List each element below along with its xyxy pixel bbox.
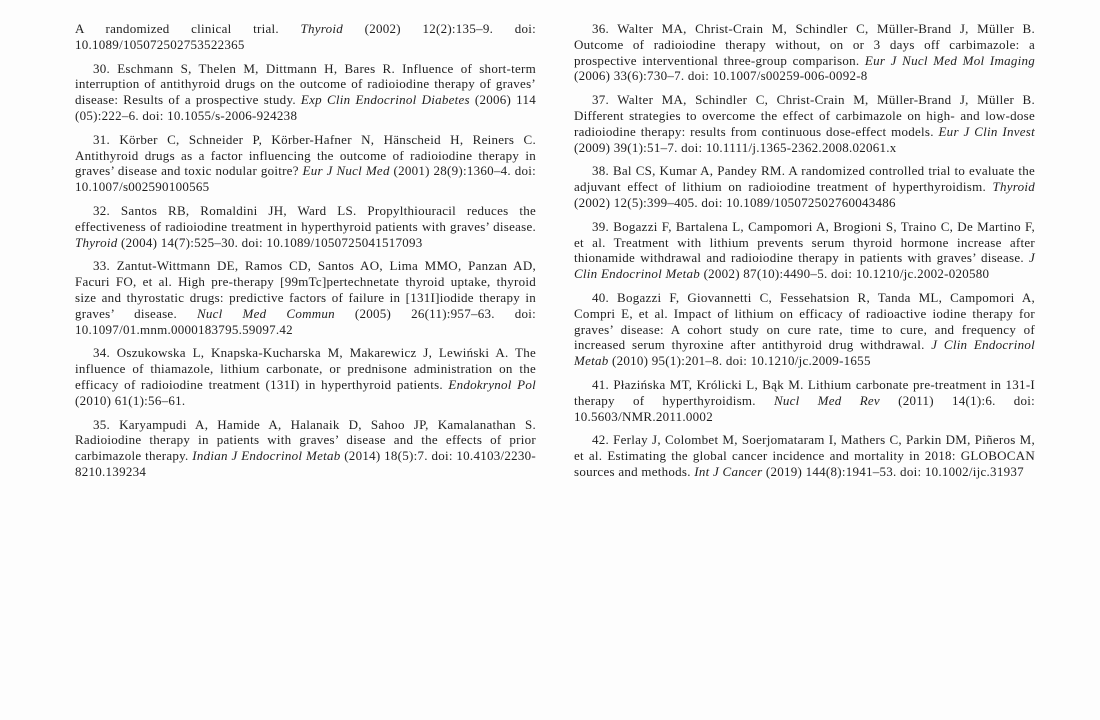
reference-text: Oszukowska L, Knapska-Kucharska M, Makarewicz J, Lewiński A. The influence of thiamazole, lithium carbonate, or prednisone administration on the efficacy of radioiodine treatment (131I) in hyperthyroid patients. <box>75 345 536 392</box>
reference-text: Karyampudi A, Hamide A, Halanaik D, Sahoo JP, Kamalanathan S. Radioiodine therapy in patients with graves’ disease and the effects of prior carbimazole therapy. <box>75 416 536 464</box>
reference-text: Bogazzi F, Bartalena L, Campomori A, Brogioni S, Traino C, De Martino F, et al. Treatment with lithium prevents serum thyroid hormone increase after thionamide withdrawal and radioiodine therapy in patients with graves’ disease. <box>574 218 1035 266</box>
reference-text: Bogazzi F, Giovannetti C, Fessehatsion R, Tanda ML, Campomori A, Compri E, et al. Impact of lithium on efficacy of radioactive iodine therapy for graves’ disease: A cohort study on cure rate, time to cure, and frequency of increased serum thyroxine after antithyroid drug withdrawal. <box>574 289 1035 353</box>
reference-text: Zantut-Wittmann DE, Ramos CD, Santos AO, Lima MMO, Panzan AD, Facuri FO, et al. High pre-therapy [99mTc]pertechnetate thyroid uptake, thyroid size and thyrostatic drugs: predictive factors of failure in [131I]iodide therapy in graves’ disease. <box>75 258 536 321</box>
reference-text: (2011) 14(1):6. doi: 10.5603/NMR.2011.0002 <box>574 392 1035 424</box>
reference-text: (2009) 39(1):51–7. doi: 10.1111/j.1365-2362.2008.02061.x <box>574 139 897 155</box>
reference-32 <box>75 203 536 250</box>
journal-name: Nucl Med Rev <box>773 392 880 408</box>
reference-text: Eschmann S, Thelen M, Dittmann H, Bares R. Influence of short-term interruption of antithyroid drugs on the outcome of radioiodine therapy of graves’ disease: Results of a prospective study. <box>75 60 536 108</box>
journal-name: Eur J Nucl Med Mol Imaging <box>864 52 1036 68</box>
reference-number: 30. <box>93 60 118 76</box>
journal-name: Thyroid <box>992 179 1035 195</box>
reference-33 <box>75 258 536 337</box>
reference-38 <box>574 163 1035 210</box>
reference-35 <box>75 417 536 480</box>
reference-text: (2002) 12(5):399–405. doi: 10.1089/105072502760043486 <box>574 194 896 210</box>
reference-39 <box>574 219 1035 282</box>
journal-name: Eur J Clin Invest <box>938 123 1035 139</box>
reference-text: (2005) 26(11):957–63. doi: 10.1097/01.mnm.0000183795.59097.42 <box>75 305 536 337</box>
reference-number: 40. <box>592 289 618 305</box>
reference-text: (2004) 14(7):525–30. doi: 10.1089/1050725041517093 <box>117 234 423 250</box>
journal-name: Exp Clin Endocrinol Diabetes <box>300 92 470 108</box>
reference-number: 36. <box>592 21 618 36</box>
reference-number: 38. <box>592 163 613 179</box>
reference-text: Walter MA, Christ-Crain M, Schindler C, Müller-Brand J, Müller B. Outcome of radioiodine therapy without, on or 3 days off carbimazole: a prospective interventional three-group comparison. <box>574 21 1035 68</box>
reference-text: A randomized clinical trial. <box>75 21 301 36</box>
reference-30 <box>75 61 536 124</box>
reference-number: 32. <box>93 202 121 218</box>
reference-text: Płazińska MT, Królicki L, Bąk M. Lithium carbonate pre-treatment in 131-I therapy of hyperthyroidism. <box>574 376 1035 408</box>
reference-text: (2006) 114 (05):222–6. doi: 10.1055/s-2006-924238 <box>75 92 536 123</box>
reference-text: Walter MA, Schindler C, Christ-Crain M, Müller-Brand J, Müller B. Different strategies to overcome the effect of carbimazole on high- and low-dose radioiodine therapy: results from continuous dose-effect models. <box>574 92 1035 139</box>
reference-text: Körber C, Schneider P, Körber-Hafner N, Hänscheid H, Reiners C. Antithyroid drugs as a factor influencing the outcome of radioiodine therapy in graves’ disease and toxic nodular goitre? <box>75 131 536 179</box>
journal-name: J Clin Endocrinol Metab <box>574 250 1035 282</box>
reference-number: 34. <box>93 345 117 361</box>
journal-name: Indian J Endocrinol Metab <box>192 448 341 464</box>
journal-name: Eur J Nucl Med <box>302 163 390 179</box>
reference-number: 37. <box>592 92 618 108</box>
references-column-right <box>574 21 1035 720</box>
reference-text: (2019) 144(8):1941–53. doi: 10.1002/ijc.31937 <box>762 463 1024 479</box>
reference-text: Santos RB, Romaldini JH, Ward LS. Propylthiouracil reduces the effectiveness of radioiodine treatment in hyperthyroid patients with graves’ disease. <box>75 202 536 234</box>
reference-34 <box>75 345 536 408</box>
reference-42 <box>574 432 1035 479</box>
reference-text: (2002) 87(10):4490–5. doi: 10.1210/jc.2002-020580 <box>700 266 990 282</box>
reference-41 <box>574 377 1035 424</box>
journal-name: Thyroid <box>300 21 343 36</box>
reference-36 <box>574 21 1035 84</box>
reference-text: (2014) 18(5):7. doi: 10.4103/2230-8210.139234 <box>75 448 536 479</box>
reference-number: 31. <box>93 131 120 147</box>
journal-name: Nucl Med Commun <box>196 305 335 321</box>
journal-name: Int J Cancer <box>694 463 763 479</box>
reference-text: (2006) 33(6):730–7. doi: 10.1007/s00259-006-0092-8 <box>574 68 868 84</box>
reference-37 <box>574 92 1035 155</box>
reference-continuation <box>75 21 536 53</box>
reference-text: (2001) 28(9):1360–4. doi: 10.1007/s002590100565 <box>75 163 536 195</box>
references-column-left <box>75 21 536 720</box>
reference-40 <box>574 290 1035 369</box>
reference-number: 39. <box>592 218 614 234</box>
reference-number: 42. <box>592 432 614 448</box>
journal-name: Endokrynol Pol <box>448 376 536 392</box>
reference-text: (2002) 12(2):135–9. doi: 10.1089/105072502753522365 <box>75 21 536 52</box>
reference-text: Bal CS, Kumar A, Pandey RM. A randomized controlled trial to evaluate the adjuvant effect of lithium on radioiodine treatment of hyperthyroidism. <box>574 163 1035 195</box>
reference-number: 41. <box>592 376 614 392</box>
reference-number: 35. <box>93 416 120 432</box>
reference-text: Ferlay J, Colombet M, Soerjomataram I, Mathers C, Parkin DM, Piñeros M, et al. Estimating the global cancer incidence and mortality in 2018: GLOBOCAN sources and methods. <box>574 432 1035 479</box>
reference-text: (2010) 61(1):56–61. <box>75 392 186 408</box>
reference-text: (2010) 95(1):201–8. doi: 10.1210/jc.2009-1655 <box>608 353 871 369</box>
journal-name: J Clin Endocrinol Metab <box>574 337 1036 369</box>
reference-number: 33. <box>93 258 117 274</box>
reference-31 <box>75 132 536 195</box>
journal-name: Thyroid <box>75 234 118 250</box>
